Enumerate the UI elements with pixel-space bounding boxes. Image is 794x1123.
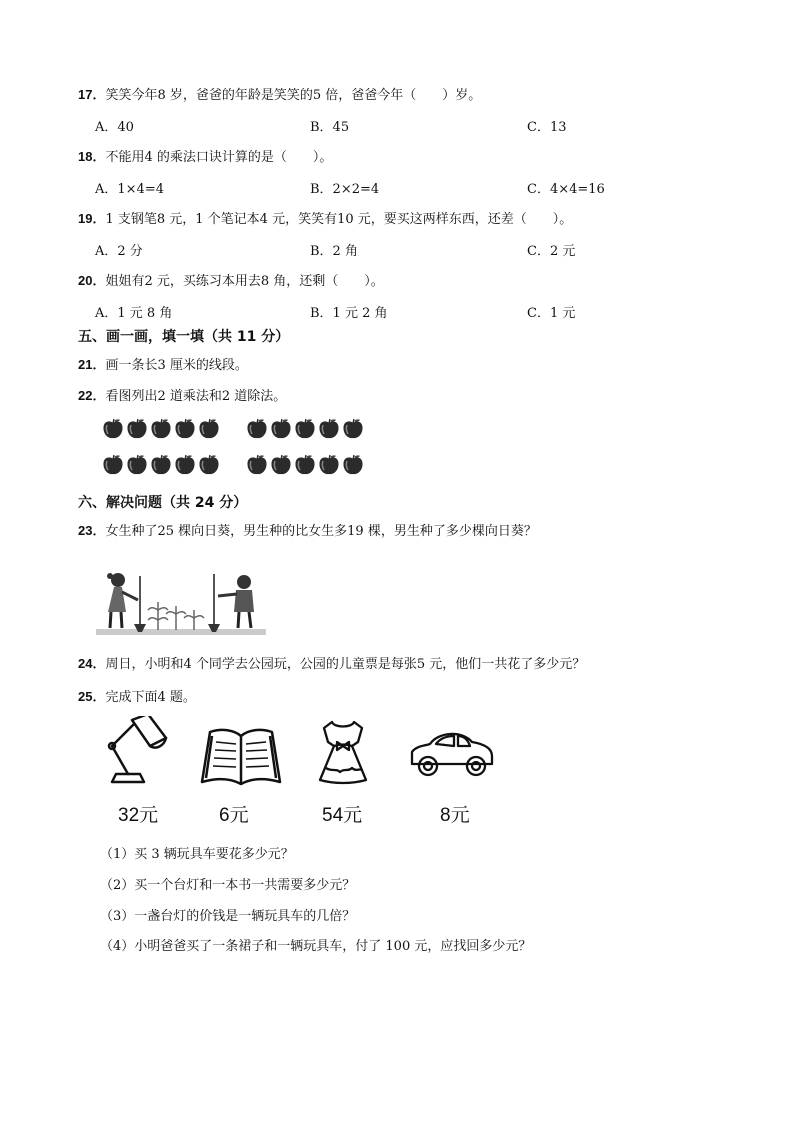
apple-icon	[247, 455, 266, 474]
price-lamp: 32元	[118, 805, 159, 826]
option-c[interactable]: C．1 元	[527, 306, 576, 321]
apple-icon	[151, 455, 170, 474]
apple-icon	[247, 419, 266, 438]
sub-question-3: （3）一盏台灯的价钱是一辆玩具车的几倍？	[100, 909, 356, 924]
question-number: 17．	[78, 87, 106, 102]
option-b[interactable]: B．1 元 2 角	[310, 306, 388, 321]
apple-groups	[0, 0, 794, 480]
sub-question-4: （4）小明爸爸买了一条裙子和一辆玩具车，付了 100 元，应找回多少元？	[100, 939, 532, 954]
apple-icon	[295, 455, 314, 474]
option-c[interactable]: C．13	[527, 120, 567, 135]
dress-icon	[312, 720, 374, 786]
apple-icon	[199, 419, 218, 438]
question-text: 女生种了25 棵向日葵，男生种的比女生多19 棵，男生种了多少棵向日葵？	[105, 524, 537, 539]
question-text: 姐姐有2 元，买练习本用去8 角，还剩（ ）。	[105, 274, 384, 289]
desk-lamp-icon	[104, 716, 174, 786]
children-planting-illustration	[96, 566, 266, 642]
apple-group-2	[247, 419, 362, 474]
sub-question-1: （1）买 3 辆玩具车要花多少元？	[100, 847, 294, 862]
question-text: 1 支钢笔8 元，1 个笔记本4 元，笑笑有10 元，要买这两样东西，还差（ ）。	[105, 212, 573, 227]
option-b[interactable]: B．2 角	[310, 244, 358, 259]
apple-icon	[175, 419, 194, 438]
apple-icon	[103, 455, 122, 474]
question-number: 24．	[78, 656, 106, 671]
apple-icon	[127, 419, 146, 438]
question-text: 笑笑今年8 岁，爸爸的年龄是笑笑的5 倍，爸爸今年（ ）岁。	[105, 88, 482, 103]
question-text: 完成下面4 题。	[105, 690, 196, 705]
question-text: 画一条长3 厘米的线段。	[105, 358, 248, 373]
apple-icon	[151, 419, 170, 438]
question-25	[78, 686, 196, 705]
apple-icon	[271, 455, 290, 474]
apple-group-1	[103, 419, 218, 474]
question-number: 18．	[78, 149, 106, 164]
apple-icon	[199, 455, 218, 474]
apple-icon	[343, 455, 362, 474]
option-b[interactable]: B．45	[310, 120, 350, 135]
apple-icon	[127, 455, 146, 474]
question-text: 看图列出2 道乘法和2 道除法。	[105, 389, 287, 404]
option-c[interactable]: C．4×4=16	[527, 182, 605, 197]
apple-icon	[319, 419, 338, 438]
question-number: 22．	[78, 388, 106, 403]
toy-car-icon	[406, 728, 498, 782]
question-number: 20．	[78, 273, 106, 288]
section-5-title: 五、画一画，填一填（共 11 分）	[78, 329, 290, 345]
price-book: 6元	[219, 805, 249, 826]
option-b[interactable]: B．2×2=4	[310, 182, 380, 197]
open-book-icon	[198, 724, 284, 786]
apple-icon	[343, 419, 362, 438]
question-24	[78, 653, 585, 672]
option-a[interactable]: A．1 元 8 角	[95, 306, 173, 321]
question-number: 21．	[78, 357, 106, 372]
question-23	[78, 520, 537, 539]
question-text: 周日，小明和4 个同学去公园玩，公园的儿童票是每张5 元，他们一共花了多少元？	[105, 657, 586, 672]
apple-icon	[103, 419, 122, 438]
section-6-title: 六、解决问题（共 24 分）	[78, 495, 248, 511]
question-text: 不能用4 的乘法口诀计算的是（ ）。	[105, 150, 333, 165]
question-number: 19．	[78, 211, 106, 226]
price-dress: 54元	[322, 805, 363, 826]
option-a[interactable]: A．2 分	[95, 244, 143, 259]
apple-icon	[295, 419, 314, 438]
option-c[interactable]: C．2 元	[527, 244, 576, 259]
apple-icon	[271, 419, 290, 438]
option-a[interactable]: A．1×4=4	[95, 182, 164, 197]
option-a[interactable]: A．40	[95, 120, 134, 135]
apple-icon	[175, 455, 194, 474]
apple-icon	[319, 455, 338, 474]
question-number: 25．	[78, 689, 106, 704]
price-car: 8元	[440, 805, 470, 826]
question-number: 23．	[78, 523, 106, 538]
sub-question-2: （2）买一个台灯和一本书一共需要多少元？	[100, 878, 356, 893]
